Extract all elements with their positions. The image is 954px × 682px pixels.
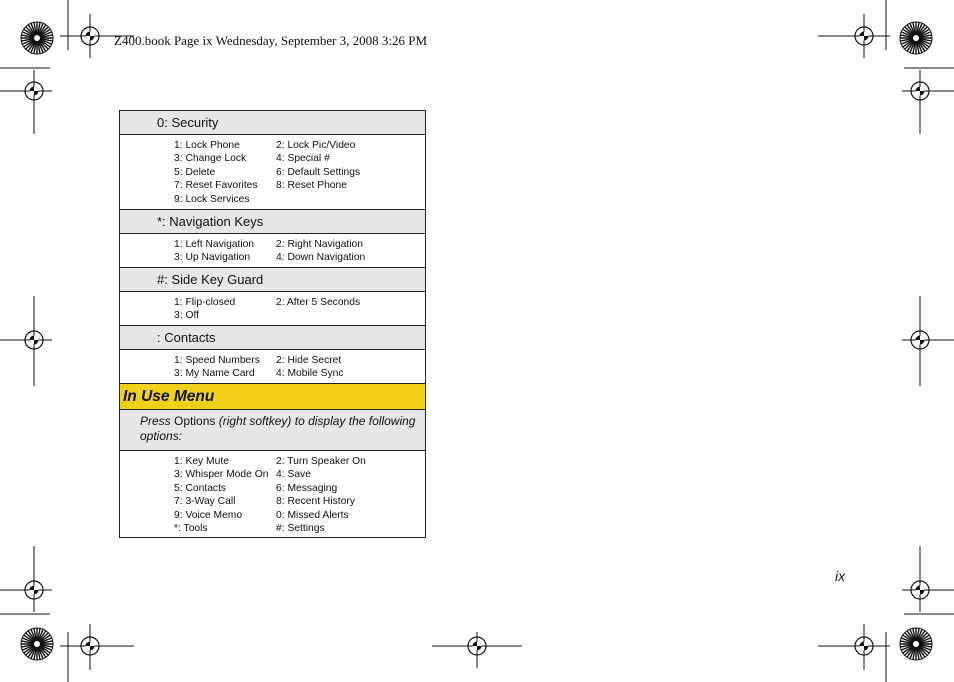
list-item: 7: 3-Way Call 8: Recent History xyxy=(174,496,355,508)
list-item: 5: Delete 6: Default Settings xyxy=(174,166,361,178)
list-item: 5: Contacts 6: Messaging xyxy=(174,482,338,494)
list-item: 3: Whisper Mode On 4: Save xyxy=(174,469,311,481)
section-body-contacts xyxy=(120,350,425,384)
section-header-navigation-keys: *: Navigation Keys xyxy=(120,210,425,234)
list-item: 1: Flip-closed 2: After 5 Seconds xyxy=(174,297,361,308)
section-body-in-use-menu xyxy=(120,451,425,537)
options-softkey-label: Options xyxy=(174,414,216,428)
menu-table xyxy=(119,110,426,538)
section-header-side-key-guard: #: Side Key Guard xyxy=(120,268,425,292)
list-item: 3: Off xyxy=(174,310,199,322)
section-body-side-key-guard xyxy=(120,292,425,326)
section-body-security xyxy=(120,135,425,210)
section-header-contacts: : Contacts xyxy=(120,326,425,350)
list-item: 9: Voice Memo 0: Missed Alerts xyxy=(174,509,349,521)
list-item: *: Tools #: Settings xyxy=(174,523,325,535)
list-item: 3: Change Lock 4: Special # xyxy=(174,153,330,165)
list-item: 1: Speed Numbers 2: Hide Secret xyxy=(174,355,342,366)
list-item: 1: Lock Phone 2: Lock Pic/Video xyxy=(174,140,356,151)
in-use-intro: Press Options (right softkey) to display the following options: xyxy=(120,410,425,451)
list-item: 7: Reset Favorites 8: Reset Phone xyxy=(174,180,347,192)
section-body-navigation-keys xyxy=(120,234,425,268)
list-item: 9: Lock Services xyxy=(174,193,250,205)
list-item: 3: Up Navigation 4: Down Navigation xyxy=(174,252,366,264)
in-use-menu-title: In Use Menu xyxy=(120,384,425,410)
page-header: Z400.book Page ix Wednesday, September 3, 2008 3:26 PM xyxy=(114,33,428,48)
section-header-security: 0: Security xyxy=(120,111,425,135)
page-number: ix xyxy=(835,568,846,584)
list-item: 1: Left Navigation 2: Right Navigation xyxy=(174,239,364,250)
list-item: 3: My Name Card 4: Mobile Sync xyxy=(174,368,344,380)
list-item: 1: Key Mute 2: Turn Speaker On xyxy=(174,456,366,467)
